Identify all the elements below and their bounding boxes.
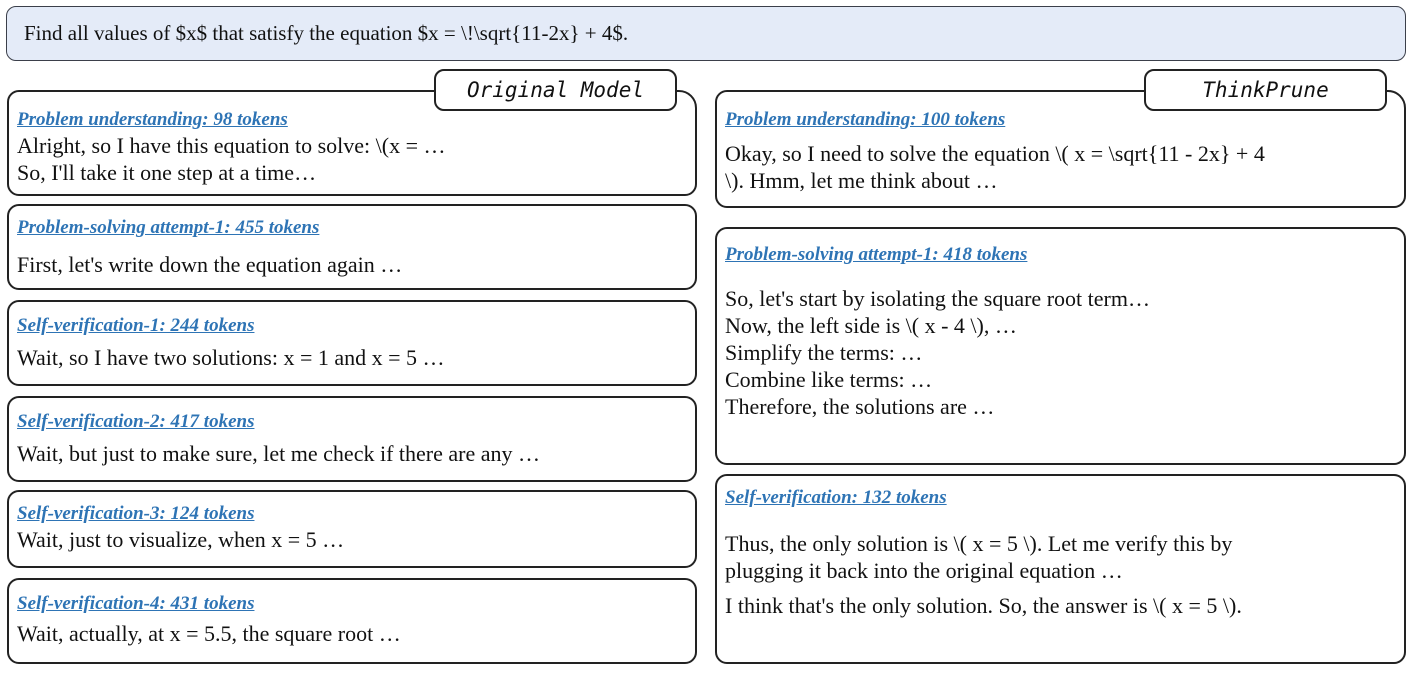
segment-text: Wait, so I have two solutions: x = 1 and x = 5 …: [17, 345, 445, 370]
segment-heading: Self-verification-3: 124 tokens: [17, 503, 255, 524]
segment-text: Simplify the terms: …: [725, 340, 923, 365]
segment-heading: Problem understanding: 98 tokens: [17, 109, 288, 130]
segment-text: Now, the left side is \( x - 4 \), …: [725, 313, 1017, 338]
original-verification-2-box: [7, 396, 697, 482]
thinkprune-attempt-1-box: [715, 227, 1406, 465]
segment-text: First, let's write down the equation again …: [17, 252, 403, 277]
original-attempt-1-box: [7, 204, 697, 290]
original-verification-1-box: [7, 300, 697, 386]
original-verification-4-box: [7, 578, 697, 664]
segment-heading: Self-verification-1: 244 tokens: [17, 315, 255, 336]
segment-text: Combine like terms: …: [725, 367, 933, 392]
original-model-label: Original Model: [434, 69, 677, 111]
segment-text: Wait, but just to make sure, let me check if there are any …: [17, 441, 540, 466]
segment-heading: Self-verification-4: 431 tokens: [17, 593, 255, 614]
segment-heading: Problem understanding: 100 tokens: [725, 109, 1006, 130]
segment-text: Alright, so I have this equation to solve: \(x = …: [17, 133, 446, 158]
segment-text: plugging it back into the original equation …: [725, 558, 1123, 583]
segment-text: Wait, just to visualize, when x = 5 …: [17, 527, 345, 552]
segment-heading: Problem-solving attempt-1: 455 tokens: [17, 217, 320, 238]
segment-text: So, let's start by isolating the square root term…: [725, 286, 1150, 311]
segment-heading: Problem-solving attempt-1: 418 tokens: [725, 244, 1028, 265]
segment-heading: Self-verification: 132 tokens: [725, 487, 947, 508]
segment-text: I think that's the only solution. So, the answer is \( x = 5 \).: [725, 593, 1242, 618]
segment-heading: Self-verification-2: 417 tokens: [17, 411, 255, 432]
segment-text: Therefore, the solutions are …: [725, 394, 995, 419]
segment-text: \). Hmm, let me think about …: [725, 168, 998, 193]
segment-text: So, I'll take it one step at a time…: [17, 160, 317, 185]
question-prompt: Find all values of $x$ that satisfy the equation $x = \!\sqrt{11-2x} + 4$.: [6, 6, 1406, 61]
segment-text: Wait, actually, at x = 5.5, the square root …: [17, 621, 401, 646]
segment-text: Okay, so I need to solve the equation \( x = \sqrt{11 - 2x} + 4: [725, 141, 1265, 166]
thinkprune-verification-box: [715, 474, 1406, 664]
thinkprune-label: ThinkPrune: [1144, 69, 1387, 111]
original-verification-3-box: [7, 490, 697, 568]
segment-text: Thus, the only solution is \( x = 5 \). Let me verify this by: [725, 531, 1233, 556]
